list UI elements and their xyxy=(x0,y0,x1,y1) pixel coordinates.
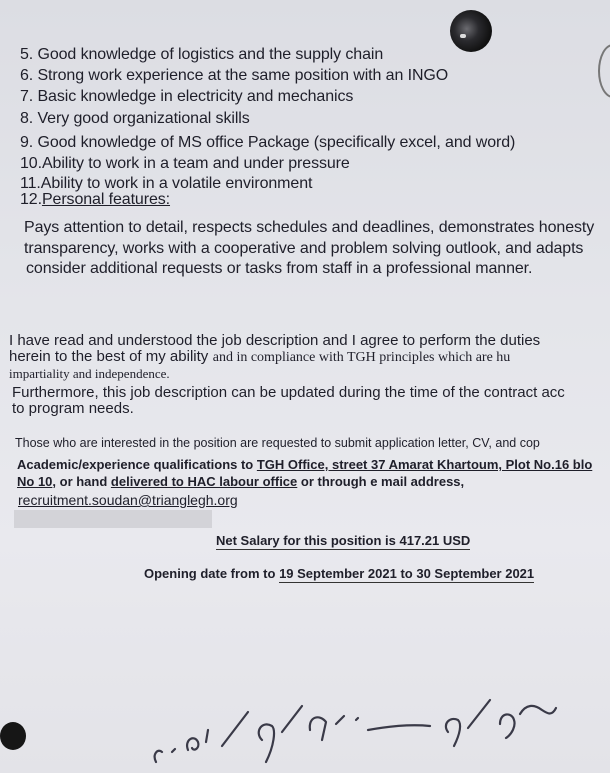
application-line-1: Those who are interested in the position are requested to submit application letter, CV, and cop xyxy=(15,436,540,450)
requirement-7: 7. Basic knowledge in electricity and mechanics xyxy=(20,88,354,105)
punch-hole-bottom xyxy=(0,722,26,750)
punch-hole xyxy=(450,10,492,52)
requirement-6: 6. Strong work experience at the same position with an INGO xyxy=(20,67,449,84)
agreement-line-1: I have read and understood the job description and I agree to perform the duties xyxy=(9,332,541,349)
requirement-5: 5. Good knowledge of logistics and the supply chain xyxy=(20,46,384,63)
page-edge-mark xyxy=(598,44,610,98)
requirement-8: 8. Very good organizational skills xyxy=(20,110,250,127)
personal-features-line-2: transparency, works with a cooperative and problem solving outlook, and adapts xyxy=(24,240,584,257)
handwritten-dates xyxy=(150,690,560,770)
agreement-line-2: herein to the best of my ability and in compliance with TGH principles which are hu xyxy=(9,348,511,365)
application-line-3: No 10, or hand delivered to HAC labour office or through e mail address, xyxy=(17,474,465,489)
agreement-line-4: Furthermore, this job description can be updated during the time of the contract acc xyxy=(12,384,565,401)
application-email[interactable]: recruitment.soudan@trianglegh.org xyxy=(18,492,238,508)
personal-features-line-1: Pays attention to detail, respects schedules and deadlines, demonstrates honesty xyxy=(24,219,595,236)
personal-features-line-3: consider additional requests or tasks from staff in a professional manner. xyxy=(26,260,533,277)
agreement-line-3: impartiality and independence. xyxy=(9,366,170,381)
net-salary: Net Salary for this position is 417.21 USD xyxy=(216,533,471,548)
redacted-area xyxy=(14,510,212,528)
requirement-11: 11.Ability to work in a volatile environment xyxy=(20,175,313,192)
agreement-line-5: to program needs. xyxy=(12,400,134,417)
requirement-9: 9. Good knowledge of MS office Package (specifically excel, and word) xyxy=(20,134,516,151)
opening-date: Opening date from to 19 September 2021 to 30 September 2021 xyxy=(144,566,535,581)
personal-features-heading: 12.Personal features: xyxy=(20,191,171,208)
requirement-10: 10.Ability to work in a team and under pressure xyxy=(20,155,350,172)
application-line-2: Academic/experience qualifications to TGH Office, street 37 Amarat Khartoum, Plot No.16 blo xyxy=(17,457,593,472)
